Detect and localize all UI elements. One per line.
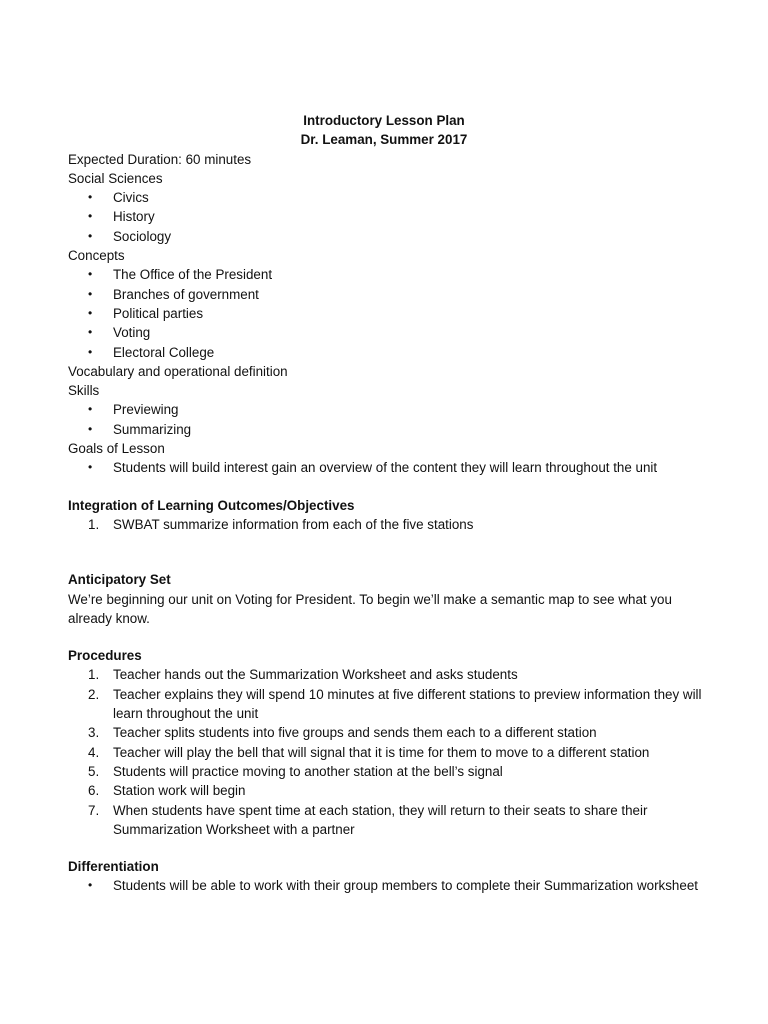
list-item-text: Previewing	[113, 402, 179, 418]
bullet-icon: •	[88, 190, 93, 205]
list-item	[68, 188, 708, 207]
anticipatory-heading: Anticipatory Set	[68, 572, 171, 588]
list-number: 7.	[88, 802, 100, 818]
list-item-text: Summarizing	[113, 421, 192, 437]
list-number: 5.	[88, 763, 100, 779]
differentiation-list	[68, 876, 708, 895]
list-item	[68, 227, 708, 246]
bullet-icon: •	[88, 325, 93, 340]
bullet-icon: •	[88, 878, 93, 893]
document-page	[68, 111, 708, 896]
social-sciences-heading: Social Sciences	[68, 170, 163, 186]
list-item-text: When students have spent time at each station, they will return to their seats to share their Summarization Worksheet with a partner	[113, 802, 648, 837]
bullet-icon: •	[88, 286, 93, 301]
list-item-text: Branches of government	[113, 286, 259, 302]
procedures-heading: Procedures	[68, 648, 142, 664]
list-item-text: Electoral College	[113, 344, 215, 360]
list-item-text: The Office of the President	[113, 267, 273, 283]
bullet-icon: •	[88, 267, 93, 282]
list-item-text: Teacher splits students into five groups and sends them each to a different station	[113, 725, 597, 741]
list-item	[68, 343, 708, 362]
list-item-text: Teacher will play the bell that will signal that it is time for them to move to a different station	[113, 744, 650, 760]
skills-list	[68, 400, 708, 439]
bullet-icon: •	[88, 344, 93, 359]
bullet-icon: •	[88, 209, 93, 224]
list-item	[68, 304, 708, 323]
anticipatory-text: We’re beginning our unit on Voting for President. To begin we’ll make a semantic map to see what you already know.	[68, 591, 672, 626]
list-item-text: Teacher hands out the Summarization Worksheet and asks students	[113, 667, 518, 683]
list-item	[68, 323, 708, 342]
skills-heading: Skills	[68, 383, 100, 399]
bullet-icon: •	[88, 460, 93, 475]
list-item	[68, 665, 708, 684]
list-item-text: Students will practice moving to another station at the bell’s signal	[113, 763, 503, 779]
list-item-text: Station work will begin	[113, 783, 246, 799]
list-item-text: Students will be able to work with their group members to complete their Summarization worksheet	[113, 878, 698, 894]
list-item	[68, 285, 708, 304]
goals-heading: Goals of Lesson	[68, 441, 165, 457]
list-item	[68, 400, 708, 419]
objectives-list	[68, 515, 708, 534]
list-item	[68, 685, 708, 724]
procedures-list	[68, 665, 708, 839]
list-item	[68, 515, 708, 534]
list-item-text: Civics	[113, 190, 149, 206]
list-item	[68, 265, 708, 284]
vocabulary-heading: Vocabulary and operational definition	[68, 363, 288, 379]
list-item	[68, 801, 708, 840]
list-item	[68, 458, 708, 477]
list-item-text: SWBAT summarize information from each of the five stations	[113, 516, 474, 532]
list-item-text: Political parties	[113, 305, 204, 321]
concepts-heading: Concepts	[68, 248, 125, 264]
document-title: Introductory Lesson Plan	[303, 113, 465, 128]
list-item	[68, 420, 708, 439]
list-number: 4.	[88, 744, 100, 760]
list-item	[68, 207, 708, 226]
list-item	[68, 781, 708, 800]
list-item-text: Voting	[113, 325, 151, 341]
list-item-text: Students will build interest gain an overview of the content they will learn throughout the unit	[113, 460, 658, 476]
bullet-icon: •	[88, 305, 93, 320]
list-item	[68, 723, 708, 742]
objectives-heading: Integration of Learning Outcomes/Objectives	[68, 497, 355, 513]
goals-list	[68, 458, 708, 477]
document-subtitle: Dr. Leaman, Summer 2017	[300, 132, 468, 148]
list-item	[68, 762, 708, 781]
list-number: 1.	[88, 667, 100, 683]
list-item	[68, 743, 708, 762]
list-number: 3.	[88, 725, 100, 741]
bullet-icon: •	[88, 421, 93, 436]
list-number: 6.	[88, 783, 100, 799]
bullet-icon: •	[88, 228, 93, 243]
expected-duration: Expected Duration: 60 minutes	[68, 151, 252, 167]
differentiation-heading: Differentiation	[68, 859, 159, 875]
list-number: 1.	[88, 516, 100, 532]
concepts-list	[68, 265, 708, 361]
social-sciences-list	[68, 188, 708, 246]
list-item-text: Sociology	[113, 228, 172, 244]
list-item	[68, 876, 708, 895]
bullet-icon: •	[88, 402, 93, 417]
list-item-text: History	[113, 209, 155, 225]
list-number: 2.	[88, 686, 100, 702]
list-item-text: Teacher explains they will spend 10 minutes at five different stations to preview information they will learn throughout the unit	[113, 686, 702, 722]
